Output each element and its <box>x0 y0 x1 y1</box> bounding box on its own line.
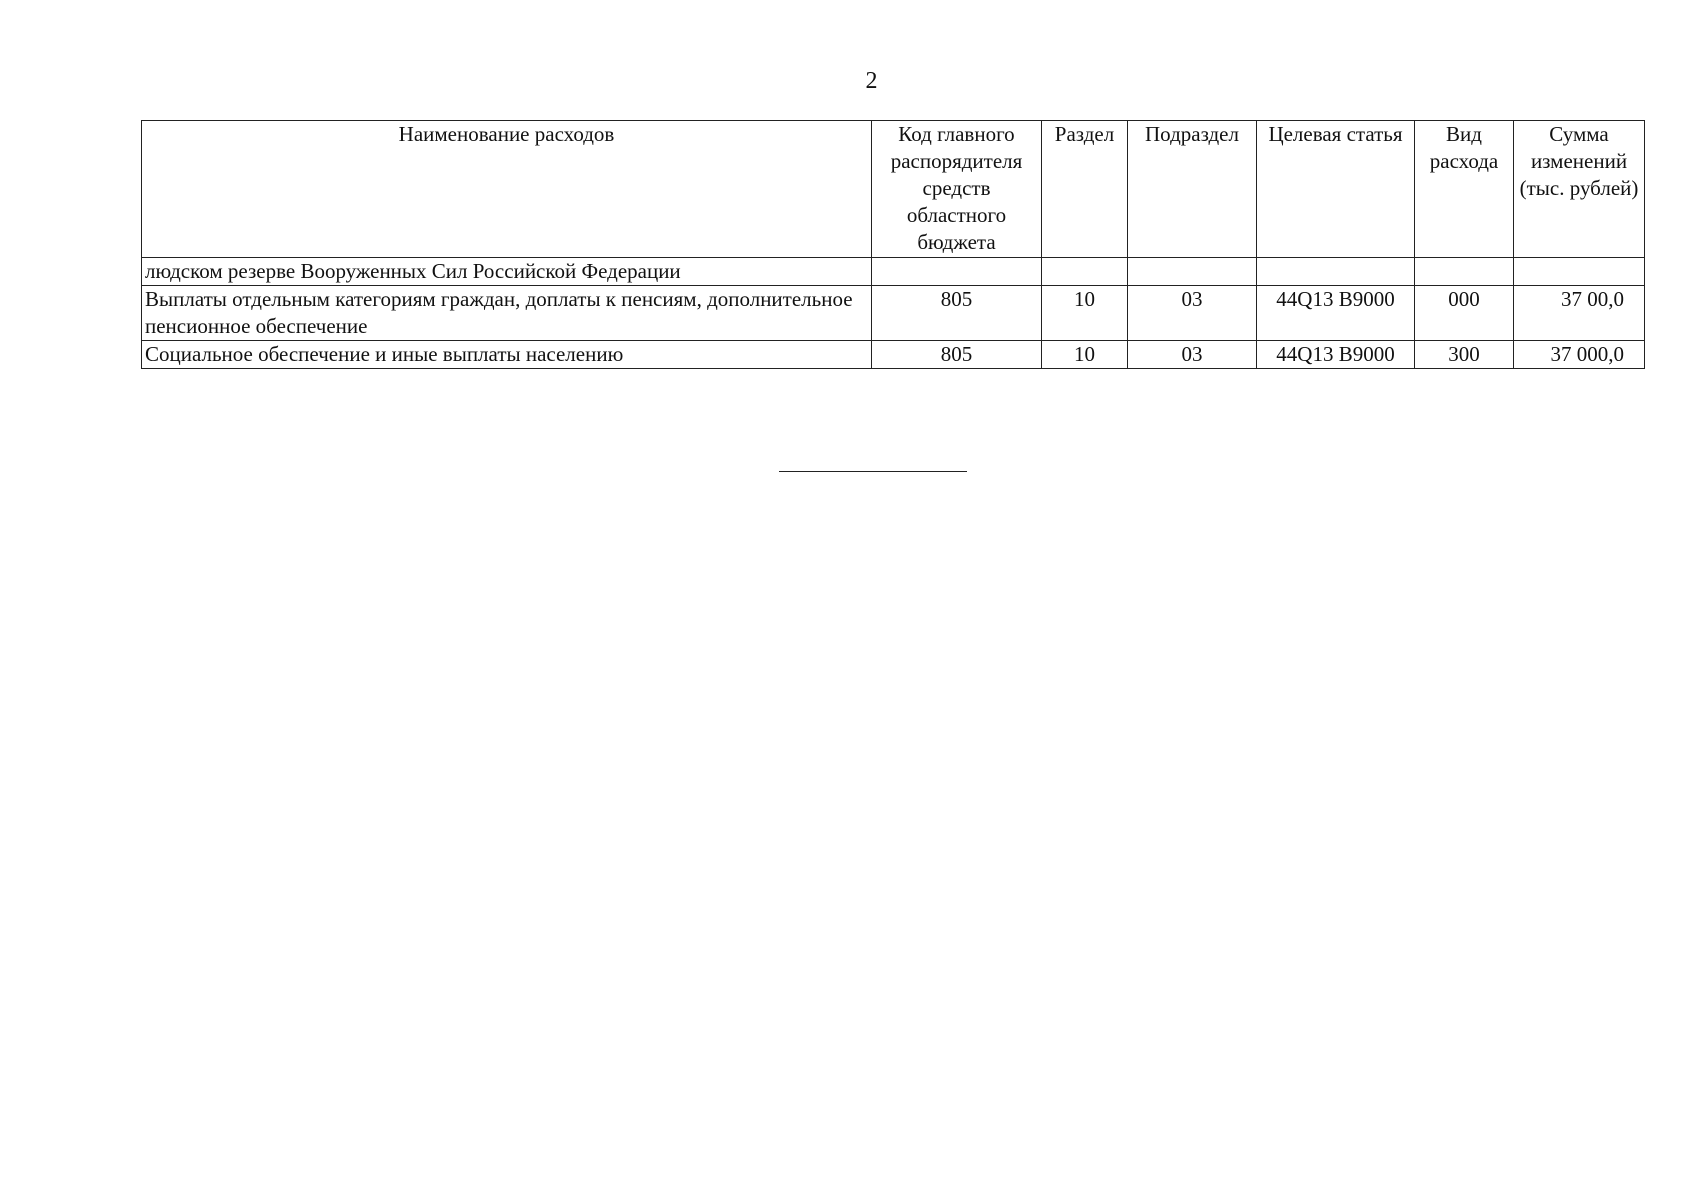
cell-expense-type: 000 <box>1415 286 1514 341</box>
cell-section <box>1042 258 1128 286</box>
cell-manager-code <box>872 258 1042 286</box>
cell-subsection <box>1128 258 1257 286</box>
cell-subsection: 03 <box>1128 341 1257 369</box>
header-section: Раздел <box>1042 121 1128 258</box>
cell-manager-code: 805 <box>872 341 1042 369</box>
cell-change-sum: 37 00,0 <box>1514 286 1645 341</box>
cell-expense-name: Выплаты отдельным категориям граждан, доплаты к пенсиям, дополнительное пенсионное обеспечение <box>142 286 872 341</box>
table-row <box>142 286 1645 341</box>
cell-section: 10 <box>1042 286 1128 341</box>
cell-expense-name: людском резерве Вооруженных Сил Российской Федерации <box>142 258 872 286</box>
cell-change-sum: 37 000,0 <box>1514 341 1645 369</box>
cell-manager-code: 805 <box>872 286 1042 341</box>
table-header-row <box>142 121 1645 258</box>
cell-expense-type: 300 <box>1415 341 1514 369</box>
expenses-table <box>141 120 1645 369</box>
header-expense-type: Вид расхода <box>1415 121 1514 258</box>
cell-expense-type <box>1415 258 1514 286</box>
header-manager-code: Код главного распорядителя средств областного бюджета <box>872 121 1042 258</box>
cell-target-article: 44Q13 B9000 <box>1257 341 1415 369</box>
end-of-document-rule <box>779 471 967 472</box>
header-target-article: Целевая статья <box>1257 121 1415 258</box>
cell-expense-name: Социальное обеспечение и иные выплаты населению <box>142 341 872 369</box>
header-subsection: Подраздел <box>1128 121 1257 258</box>
header-change-sum: Сумма изменений (тыс. рублей) <box>1514 121 1645 258</box>
cell-subsection: 03 <box>1128 286 1257 341</box>
cell-target-article: 44Q13 B9000 <box>1257 286 1415 341</box>
page-number: 2 <box>865 68 878 94</box>
cell-section: 10 <box>1042 341 1128 369</box>
cell-change-sum <box>1514 258 1645 286</box>
table-row <box>142 258 1645 286</box>
table-row <box>142 341 1645 369</box>
cell-target-article <box>1257 258 1415 286</box>
header-expense-name: Наименование расходов <box>142 121 872 258</box>
